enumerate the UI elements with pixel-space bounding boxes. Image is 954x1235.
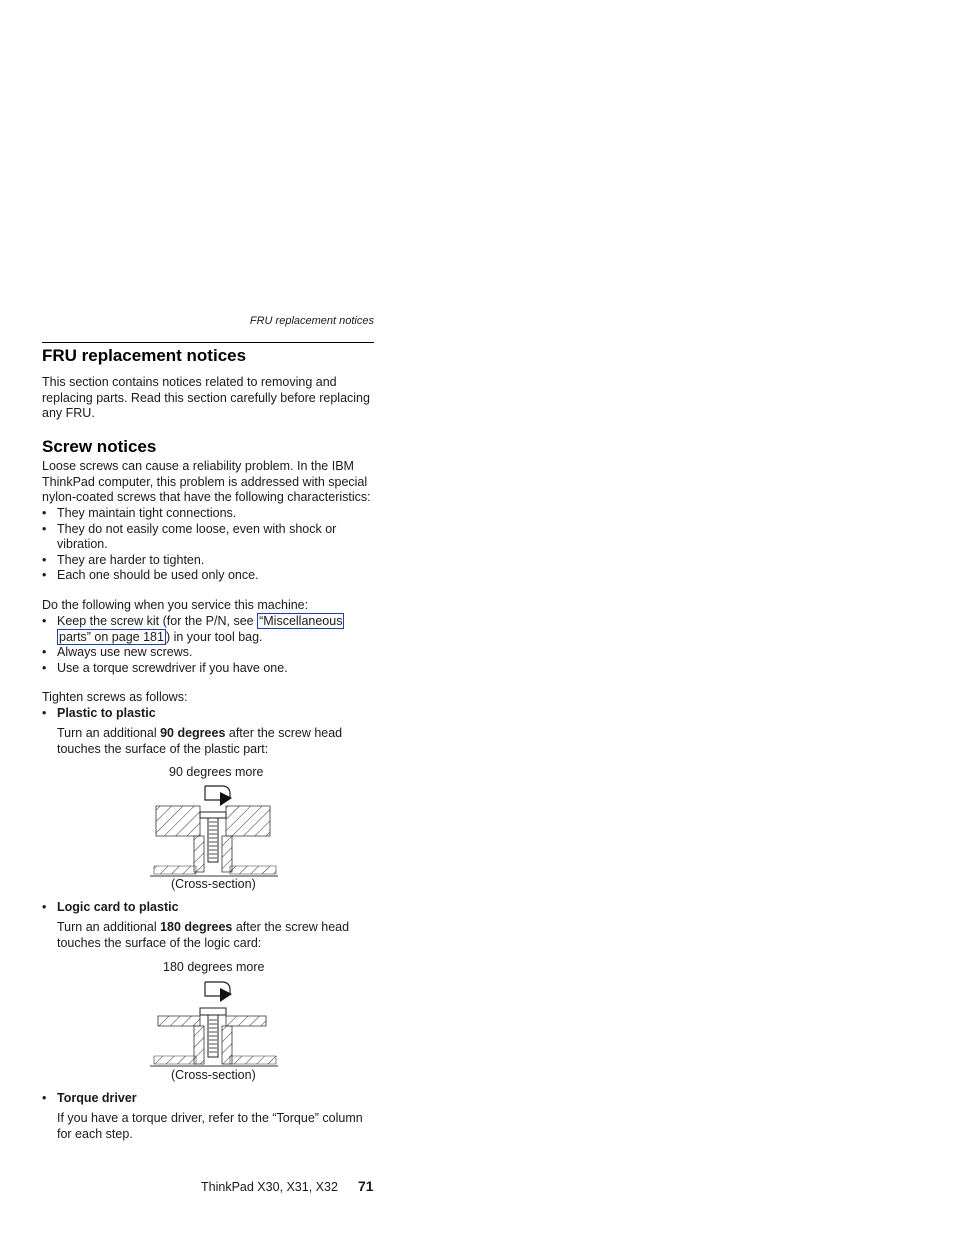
screw-intro-line-1: Loose screws can cause a reliability problem. In the IBM	[42, 459, 354, 473]
section-title-screw: Screw notices	[42, 437, 157, 456]
plastic-instructions: Turn an additional 90 degrees after the screw head touches the surface of the plastic part:	[57, 726, 343, 756]
plastic-screw-figure	[150, 782, 280, 878]
screw-intro-line-3: nylon-coated screws that have the following characteristics:	[42, 490, 371, 504]
tighten-intro: Tighten screws as follows:	[42, 690, 188, 704]
list-item: • Always use new screws.	[42, 645, 193, 659]
torque-heading: • Torque driver	[42, 1091, 137, 1105]
plastic-heading: • Plastic to plastic	[42, 706, 156, 720]
list-item: • They maintain tight connections.	[42, 506, 237, 520]
list-item: • They are harder to tighten.	[42, 552, 205, 567]
running-header: FRU replacement notices	[249, 315, 374, 327]
footer-title: ThinkPad X30, X31, X32	[201, 1180, 338, 1194]
fru-intro-line-3: any FRU.	[42, 406, 95, 420]
service-intro: Do the following when you service this machine:	[42, 598, 309, 612]
logic-figure-caption: (Cross-section)	[171, 1068, 256, 1082]
page-number: 71	[358, 1178, 374, 1194]
plastic-figure-label: 90 degrees more	[169, 765, 264, 779]
screw-intro-line-2: ThinkPad computer, this problem is addressed with special	[42, 474, 368, 489]
screw-intro	[42, 459, 374, 506]
section-title-fru: FRU replacement notices	[42, 346, 247, 365]
list-item: • They do not easily come loose, even with shock or vibration.	[42, 521, 337, 551]
fru-intro-line-1: This section contains notices related to removing and	[42, 375, 337, 389]
list-item: • Each one should be used only once.	[42, 568, 259, 582]
header-rule	[42, 342, 374, 343]
logic-screw-figure	[150, 978, 280, 1070]
misc-parts-link[interactable]: “Miscellaneous	[259, 614, 343, 628]
list-item: • Keep the screw kit (for the P/N, see “Miscellaneous parts” on page 181 ) in your tool bag.	[42, 614, 343, 644]
characteristics-list	[42, 506, 374, 584]
logic-instructions: Turn an additional 180 degrees after the screw head touches the surface of the logic card:	[57, 920, 350, 950]
fru-intro-line-2: replacing parts. Read this section carefully before replacing	[42, 390, 370, 405]
list-item: • Use a torque screwdriver if you have one.	[42, 660, 288, 675]
fru-intro	[42, 375, 374, 422]
logic-figure-label: 180 degrees more	[163, 960, 265, 974]
service-list	[42, 614, 374, 676]
torque-instructions: If you have a torque driver, refer to the “Torque” column for each step.	[57, 1111, 363, 1141]
logic-heading: • Logic card to plastic	[42, 900, 179, 914]
plastic-figure-caption: (Cross-section)	[171, 877, 256, 891]
misc-parts-link-continued[interactable]: parts” on page 181	[59, 629, 164, 644]
